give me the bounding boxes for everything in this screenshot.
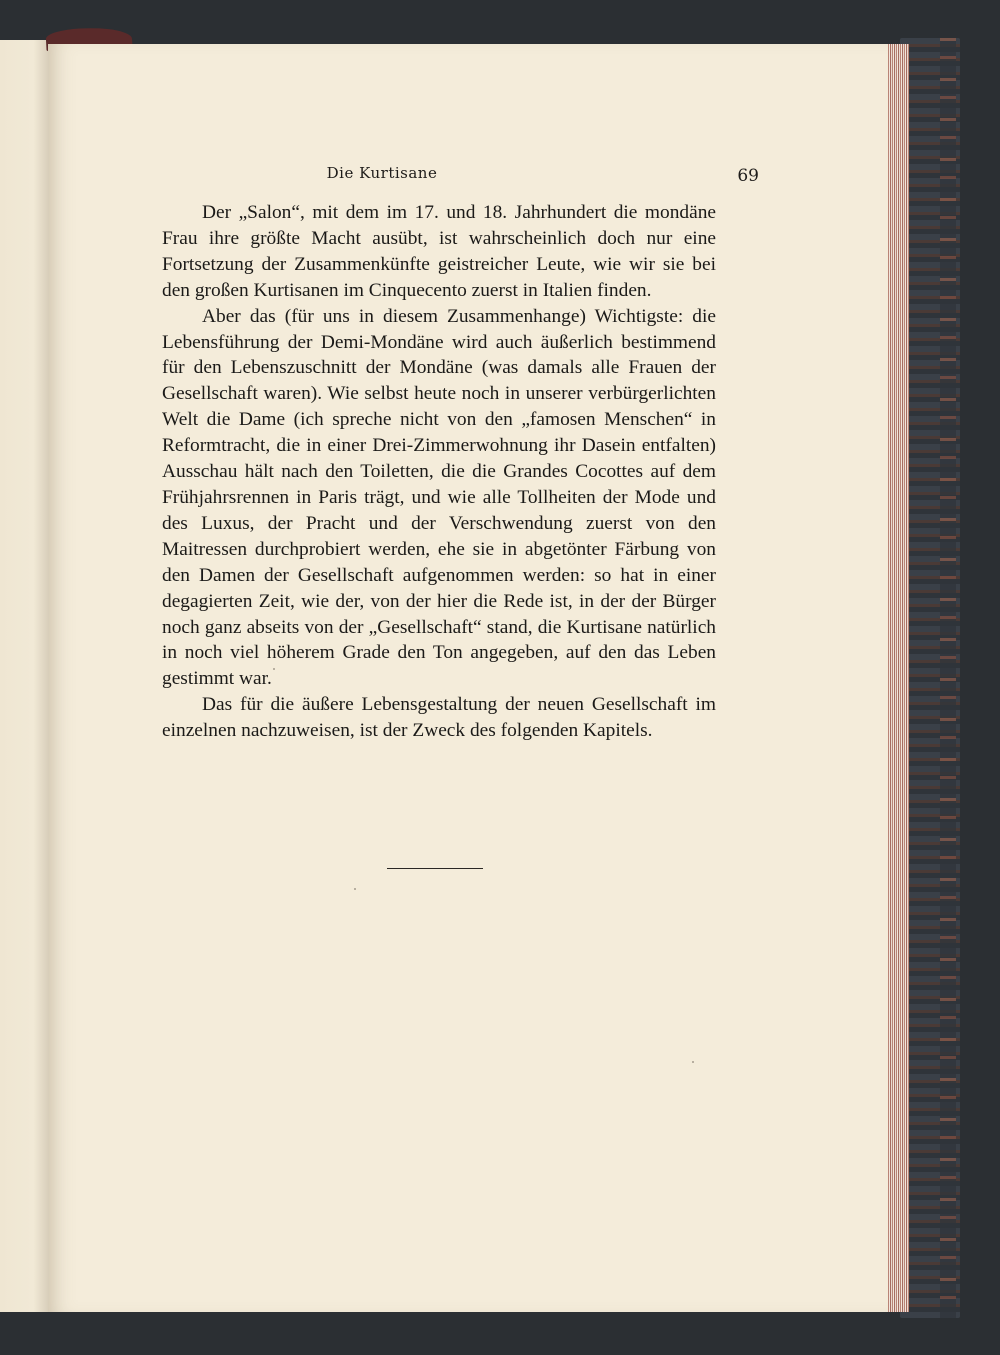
paper-speck xyxy=(273,668,275,670)
body-text xyxy=(162,200,716,744)
page-number: 69 xyxy=(737,166,759,186)
paper-speck xyxy=(354,888,356,890)
paragraph: Aber das (für uns in diesem Zusammenhange) Wichtigste: die Lebensführung der Demi-Mondäne wird auch äußerlich bestimmend für den Lebenszuschnitt der Mondäne (was damals alle Frauen der Gesellschaft waren). Wie selbst heute noch in unserer verbürgerlichten Welt die Dame (ich spreche nicht von den „famosen Menschen“ in Reformtracht, die in einer Drei-Zimmerwohnung ihr Dasein entfalten) Ausschau hält nach den Toiletten, die die Grandes Cocottes auf dem Frühjahrsrennen in Paris trägt, und wie alle Tollheiten der Mode und des Luxus, der Pracht und der Verschwendung zuerst von den Maitressen durchprobiert werden, ehe sie in abgetönter Färbung von den Damen der Gesellschaft aufgenommen werden: so hat in einer degagierten Zeit, wie der, von der hier die Rede ist, in der der Bürger noch ganz abseits von der „Gesellschaft“ stand, die Kurtisane natürlich in noch viel höherem Grade den Ton angegeben, auf den das Leben gestimmt war. xyxy=(162,305,716,690)
book-cover-edge xyxy=(900,38,960,1318)
paper-speck xyxy=(692,1061,694,1063)
running-head xyxy=(162,162,762,186)
paragraph: Der „Salon“, mit dem im 17. und 18. Jahrhundert die mondäne Frau ihre größte Macht ausübt, ist wahrscheinlich doch nur eine Fortsetzung der Zusammenkünfte geistreicher Leute, wie wir sie bei den großen Kurtisanen im Cinquecento zuerst in Italien finden. xyxy=(162,202,716,301)
facing-page-edge xyxy=(0,40,49,1312)
book-page xyxy=(48,44,888,1312)
section-divider xyxy=(387,868,483,869)
page-stack-edge xyxy=(886,44,909,1312)
running-head-title: Die Kurtisane xyxy=(326,164,438,182)
paragraph: Das für die äußere Lebensgestaltung der neuen Gesellschaft im einzelnen nachzuweisen, ist der Zweck des folgenden Kapitels. xyxy=(162,694,716,742)
